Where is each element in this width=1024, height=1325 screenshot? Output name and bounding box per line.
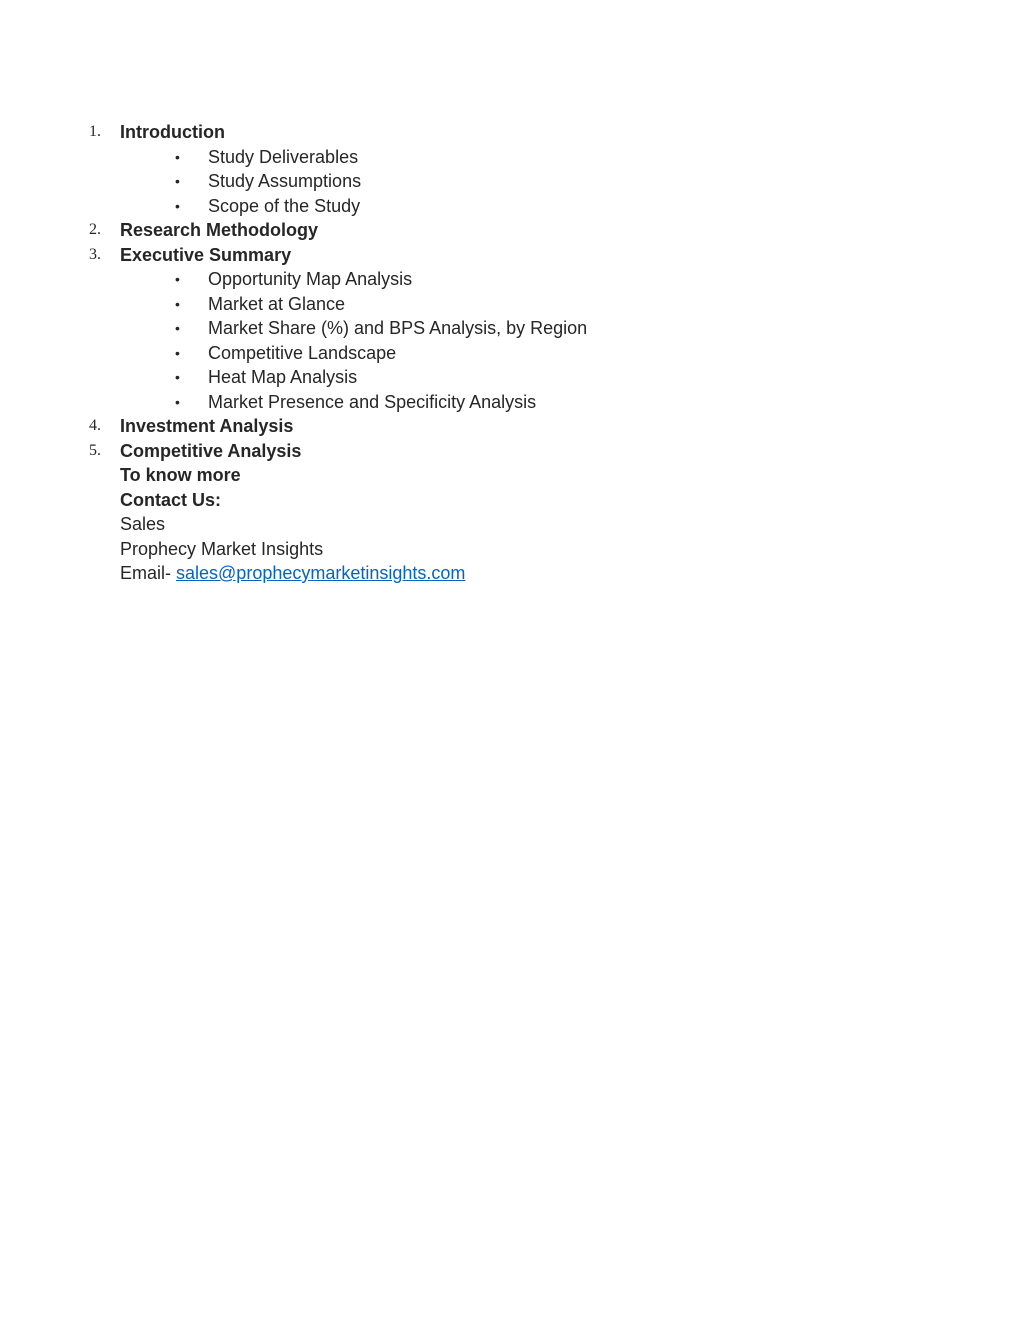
toc-subitem-label: Competitive Landscape — [208, 342, 397, 363]
know-more-text: To know more — [120, 465, 241, 485]
toc-heading: Investment Analysis — [120, 416, 294, 436]
bullet-icon: • — [175, 344, 180, 361]
toc-subitem — [0, 365, 1024, 390]
toc-number: 4. — [89, 417, 101, 434]
toc-item-competitive-analysis — [0, 439, 1024, 464]
bullet-icon: • — [175, 271, 180, 287]
know-more-heading — [0, 463, 1024, 488]
toc-subitem — [0, 267, 1024, 292]
bullet-icon: • — [175, 393, 180, 410]
contact-email-line — [0, 561, 1024, 586]
bullet-icon: • — [175, 295, 180, 312]
toc-subitem-label: Scope of the Study — [208, 195, 361, 216]
toc-heading: Introduction — [120, 122, 225, 142]
toc-number: 1. — [89, 123, 101, 140]
toc-item-executive-summary — [0, 243, 1024, 268]
toc-item-introduction — [0, 120, 1024, 145]
toc-subitem-label: Study Deliverables — [208, 146, 359, 167]
toc-subitem — [0, 145, 1024, 170]
toc-subitem-label: Market at Glance — [208, 293, 346, 314]
toc-item-investment-analysis — [0, 414, 1024, 439]
company-text: Prophecy Market Insights — [120, 538, 324, 559]
toc-number: 2. — [89, 221, 101, 238]
bullet-icon: • — [175, 173, 180, 189]
toc-subitem — [0, 194, 1024, 219]
toc-heading: Competitive Analysis — [120, 440, 302, 461]
department-text: Sales — [120, 514, 166, 534]
bullet-icon: • — [175, 369, 180, 385]
toc-item-research-methodology — [0, 218, 1024, 243]
toc-number: 5. — [89, 441, 101, 459]
toc-heading: Research Methodology — [120, 220, 319, 240]
toc-subitem-label: Market Share (%) and BPS Analysis, by Region — [208, 318, 588, 338]
bullet-icon: • — [175, 148, 180, 165]
toc-number: 3. — [89, 245, 101, 263]
toc-subitem — [0, 169, 1024, 194]
toc-subitem-label: Market Presence and Specificity Analysis — [208, 391, 537, 412]
toc-subitem-label: Heat Map Analysis — [208, 367, 358, 387]
toc-subitem — [0, 341, 1024, 366]
email-line — [120, 561, 465, 586]
document-page — [0, 120, 1024, 586]
contact-us-text: Contact Us: — [120, 489, 222, 510]
email-label: Email- — [120, 563, 177, 583]
contact-department — [0, 512, 1024, 537]
contact-company — [0, 537, 1024, 562]
toc-subitem — [0, 316, 1024, 341]
toc-subitem-label: Study Assumptions — [208, 171, 362, 191]
bullet-icon: • — [175, 197, 180, 214]
bullet-icon: • — [175, 320, 180, 336]
toc-heading: Executive Summary — [120, 244, 292, 265]
toc-subitem — [0, 292, 1024, 317]
toc-subitem-label: Opportunity Map Analysis — [208, 269, 413, 289]
email-link[interactable]: sales@prophecymarketinsights.com — [176, 563, 466, 583]
toc-subitem — [0, 390, 1024, 415]
contact-us-heading — [0, 488, 1024, 513]
